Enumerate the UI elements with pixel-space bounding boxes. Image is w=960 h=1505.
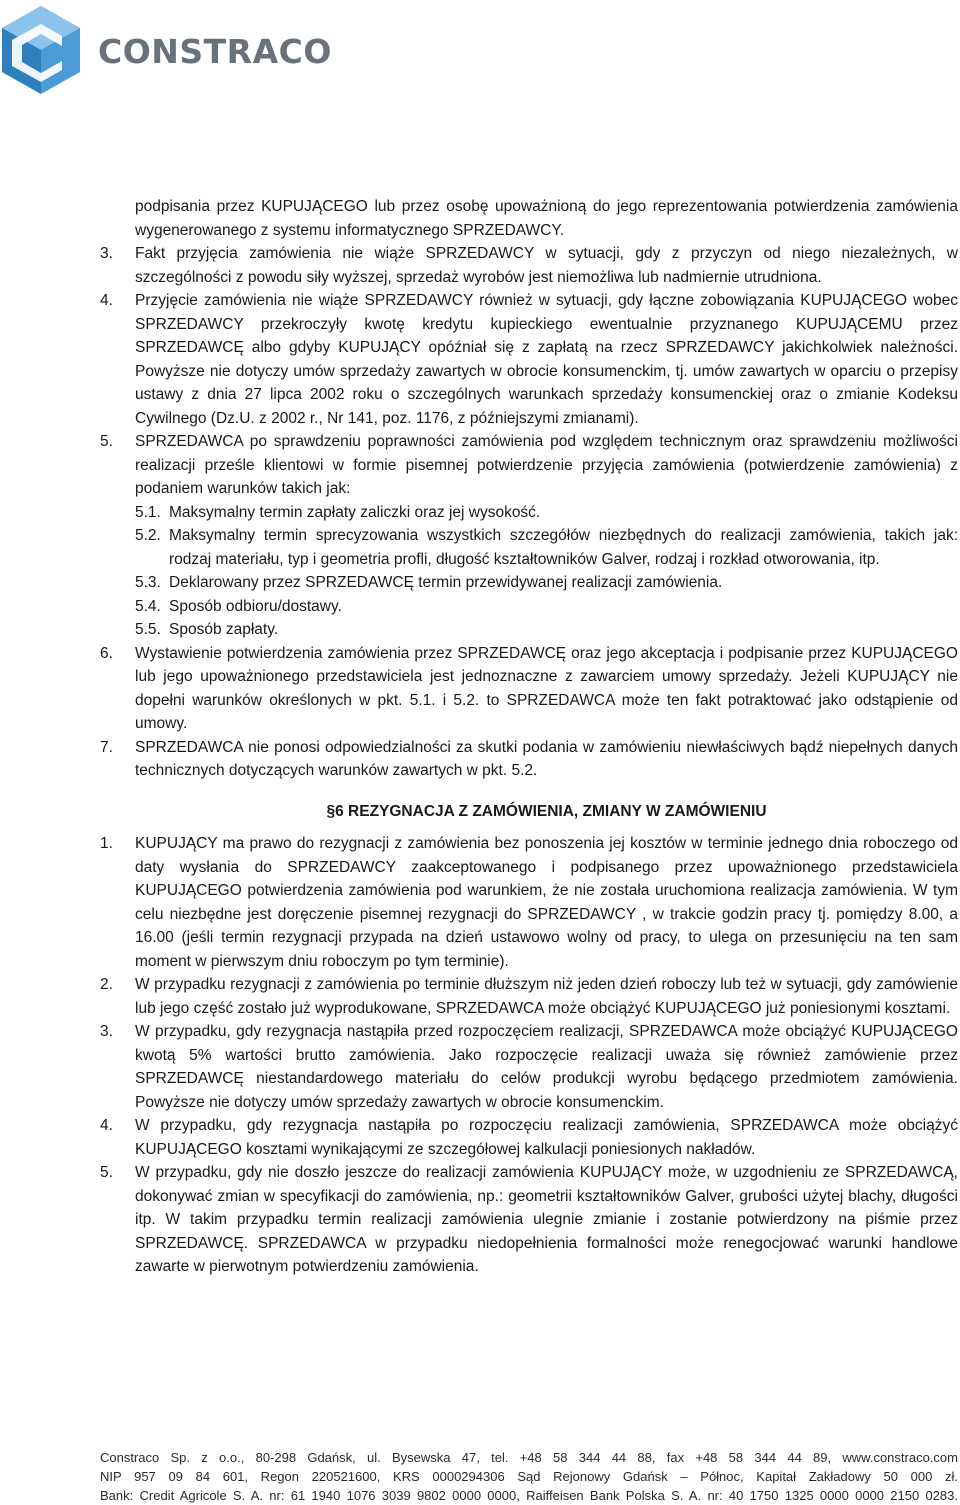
list-item-number: 3. xyxy=(100,245,113,262)
list-item-text: Przyjęcie zamówienia nie wiąże SPRZEDAWCY również w sytuacji, gdy łączne zobowiązania KUPUJĄCEGO wobec SPRZEDAWCY przekroczyły kwotę kredytu kupieckiego ewentualnie przyznanego KUPUJĄCEMU przez SPRZEDAWCĘ albo gdyby KUPUJĄCY opóźniał się z zapłatą na rzecz SPRZEDAWCY jakichkolwiek należności. Powyższe nie dotyczy umów sprzedaży zawartych w obrocie konsumenckim, tj. umów zawartych w oparciu o przepisy ustawy z dnia 27 lipca 2002 roku o szczególnych warunkach sprzedaży konsumenckiej oraz o zmianie Kodeksu Cywilnego (Dz.U. z 2002 r., Nr 141, poz. 1176, z późniejszymi zmianami). xyxy=(135,292,958,427)
list-item-number: 5. xyxy=(100,1164,113,1181)
list-item xyxy=(100,289,958,430)
footer-registration-line: NIP 957 09 84 601, Regon 220521600, KRS 0000294306 Sąd Rejonowy Gdańsk – Północ, Kapitał Zakładowy 50 000 zł. xyxy=(100,1469,958,1484)
list-item-number: 3. xyxy=(100,1023,113,1040)
page-footer xyxy=(100,1448,958,1505)
sub-list-item xyxy=(100,595,958,619)
sub-item-text: Maksymalny termin zapłaty zaliczki oraz jej wysokość. xyxy=(169,503,541,521)
intro-continuation: podpisania przez KUPUJĄCEGO lub przez osobę upoważnioną do jego reprezentowania potwierdzenia zamówienia wygenerowanego z systemu informatycznego SPRZEDAWCY. xyxy=(135,198,958,239)
list-item xyxy=(100,642,958,736)
list-item xyxy=(100,1161,958,1279)
sub-item-number: 5.4. xyxy=(135,597,161,615)
sub-item-number: 5.2. xyxy=(135,527,161,544)
list-item-number: 4. xyxy=(100,292,113,309)
list-item xyxy=(100,242,958,289)
list-item xyxy=(100,1114,958,1161)
sub-item-text: Sposób odbioru/dostawy. xyxy=(169,597,342,615)
list-item-text: W przypadku, gdy rezygnacja nastąpiła przed rozpoczęciem realizacji, SPRZEDAWCA może obciążyć KUPUJĄCEGO kwotą 5% wartości brutto zamówienia. Jako rozpoczęcie realizacji uważa się również zamówienie przez SPRZEDAWCĘ niestandardowego materiału do celów produkcji wyrobu będącego przedmiotem zamówienia. Powyższe nie dotyczy umów sprzedaży zawartych w obrocie konsumenckim. xyxy=(135,1023,958,1111)
sub-list-item xyxy=(100,524,958,571)
document-body xyxy=(100,195,958,1279)
list-item xyxy=(100,973,958,1020)
list-item xyxy=(100,736,958,783)
list-item-number: 2. xyxy=(100,976,113,993)
sub-item-text: Deklarowany przez SPRZEDAWCĘ termin przewidywanej realizacji zamówienia. xyxy=(169,574,723,591)
sub-item-number: 5.3. xyxy=(135,574,161,591)
list-item-text: Wystawienie potwierdzenia zamówienia przez SPRZEDAWCĘ oraz jego akceptacja i podpisanie przez KUPUJĄCEGO lub jego upoważnionego przedstawiciela jest jednoznaczne z zawarciem umowy sprzedaży. Jeżeli KUPUJĄCY nie dopełni warunków określonych w pkt. 5.1. i 5.2. to SPRZEDAWCA może ten fakt potraktować jako odstąpienie od umowy. xyxy=(135,644,958,732)
list-item-number: 6. xyxy=(100,644,113,662)
list-item-number: 1. xyxy=(100,835,113,852)
sub-list-item xyxy=(100,501,958,525)
sub-item-number: 5.5. xyxy=(135,621,161,638)
list-item-text: SPRZEDAWCA po sprawdzeniu poprawności zamówienia pod względem technicznym oraz sprawdzeniu możliwości realizacji prześle klientowi w formie pisemnej potwierdzenie przyjęcia zamówienia (potwierdzenie zamówienia) z podaniem warunków takich jak: xyxy=(135,433,958,497)
list-item-text: SPRZEDAWCA nie ponosi odpowiedzialności za skutki podania w zamówieniu niewłaściwych bądź niepełnych danych technicznych dotyczących warunków zawartych w pkt. 5.2. xyxy=(135,738,958,779)
sub-list-item xyxy=(100,571,958,595)
constraco-logo-icon xyxy=(0,4,82,96)
list-item-number: 4. xyxy=(100,1117,113,1134)
list-item xyxy=(100,832,958,973)
list-item xyxy=(100,430,958,501)
sub-item-text: Maksymalny termin sprecyzowania wszystkich szczegółów niezbędnych do realizacji zamówienia, takich jak: rodzaj materiału, typ i geometria profli, długość kształtowników Galver, rodzaj i rozkład otworowania, itp. xyxy=(169,527,958,568)
list-item-number: 5. xyxy=(100,433,113,450)
company-logo xyxy=(0,4,340,96)
sub-item-text: Sposób zapłaty. xyxy=(169,621,279,638)
list-item-text: W przypadku, gdy nie doszło jeszcze do realizacji zamówienia KUPUJĄCY może, w uzgodnieniu ze SPRZEDAWCĄ, dokonywać zmian w specyfikacji do zamówienia, np.: geometrii kształtowników Galver, grubości użytej blachy, długości itp. W takim przypadku termin realizacji zamówienia ulegnie zmianie i zostanie potwierdzony na piśmie przez SPRZEDAWCĘ. SPRZEDAWCA w przypadku niedopełnienia formalności może renegocjować warunki handlowe zawarte w pierwotnym potwierdzeniu zamówienia. xyxy=(135,1164,958,1275)
list-item-text: KUPUJĄCY ma prawo do rezygnacji z zamówienia bez ponoszenia jej kosztów w terminie jednego dnia roboczego od daty wysłania do SPRZEDAWCY zaakceptowanego i podpisanego przez upoważnionego przedstawiciela KUPUJĄCEGO potwierdzenia zamówienia pod warunkiem, że nie została uruchomiona realizacja zamówienia. W tym celu niezbędne jest doręczenie pisemnej rezygnacji do SPRZEDAWCY , w trakcie godzin pracy tj. pomiędzy 8.00, a 16.00 (jeśli termin rezygnacji przypada na dzień ustawowo wolny od pracy, to ulega on przesunięciu na ten sam moment w pierwszym dniu roboczym po tym terminie). xyxy=(135,835,958,970)
list-item-text: W przypadku rezygnacji z zamówienia po terminie dłuższym niż jeden dzień roboczy lub też w sytuacji, gdy zamówienie lub jego część zostało już wyprodukowane, SPRZEDAWCA może obciążyć KUPUJĄCEGO już poniesionymi kosztami. xyxy=(135,976,958,1017)
sub-list-item xyxy=(100,618,958,642)
list-item xyxy=(100,1020,958,1114)
footer-address-line: Constraco Sp. z o.o., 80-298 Gdańsk, ul. Bysewska 47, tel. +48 58 344 44 88, fax +48 58 344 44 89, www.constraco.com xyxy=(100,1450,958,1465)
section-heading: §6 REZYGNACJA Z ZAMÓWIENIA, ZMIANY W ZAMÓWIENIU xyxy=(326,802,767,820)
sub-item-number: 5.1. xyxy=(135,503,161,521)
list-item-number: 7. xyxy=(100,738,113,756)
logo-wordmark: CONSTRACO xyxy=(98,31,332,71)
footer-bank-line: Bank: Credit Agricole S. A. nr: 61 1940 1076 3039 9802 0000 0000, Raiffeisen Bank Polska S. A. nr: 40 1750 1325 0000 0000 2150 0283. xyxy=(100,1488,958,1503)
list-item-text: W przypadku, gdy rezygnacja nastąpiła po rozpoczęciu realizacji zamówienia, SPRZEDAWCA może obciążyć KUPUJĄCEGO kosztami wynikającymi ze szczegółowej kalkulacji poniesionych nakładów. xyxy=(135,1117,958,1158)
list-item-text: Fakt przyjęcia zamówienia nie wiąże SPRZEDAWCY w sytuacji, gdy z przyczyn od niego niezależnych, w szczególności z powodu siły wyższej, sprzedaż wyrobów jest niemożliwa lub nadmiernie utrudniona. xyxy=(135,245,958,286)
